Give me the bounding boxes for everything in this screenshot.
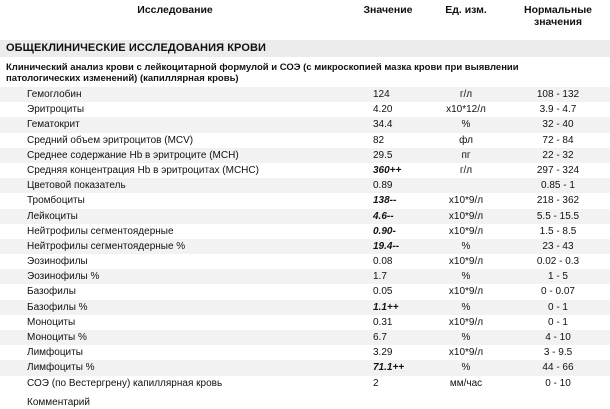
result-value: 29.5	[373, 149, 393, 161]
result-name: Средний объем эритроцитов (MCV)	[27, 134, 194, 146]
result-normal-range: 0 - 1	[547, 301, 568, 313]
result-normal-range: 23 - 43	[542, 240, 574, 252]
table-row	[0, 148, 610, 163]
table-row	[0, 376, 610, 391]
result-value: 1.7	[373, 271, 387, 283]
result-unit: x10*12/л	[446, 104, 486, 116]
result-normal-range: 72 - 84	[542, 134, 574, 146]
table-row	[0, 117, 610, 132]
result-name: Лимфоциты %	[27, 362, 95, 374]
result-unit: г/л	[459, 164, 473, 176]
comment-label: Комментарий	[27, 397, 90, 408]
result-unit: x10*9/л	[448, 316, 484, 328]
result-value: 82	[373, 134, 385, 146]
result-unit: %	[461, 332, 471, 343]
result-name: Средняя концентрация Hb в эритроцитах (MCHC)	[27, 164, 259, 176]
header-test: Исследование	[137, 4, 213, 16]
result-normal-range: 1.5 - 8.5	[539, 225, 577, 237]
result-value: 71.1++	[373, 362, 405, 374]
result-value: 4.6--	[373, 210, 394, 222]
result-name: Цветовой показатель	[27, 180, 126, 192]
result-normal-range: 0 - 0.07	[541, 286, 575, 298]
result-name: Эозинофилы %	[27, 271, 100, 283]
result-normal-range: 4 - 10	[545, 332, 571, 343]
result-value: 2	[373, 377, 379, 389]
table-row	[0, 254, 610, 269]
result-unit: пг	[461, 149, 471, 161]
result-value: 0.31	[373, 316, 393, 328]
result-unit: x10*9/л	[448, 256, 484, 268]
table-row	[0, 163, 610, 178]
result-unit: x10*9/л	[448, 225, 484, 237]
result-normal-range: 1 - 5	[547, 271, 568, 283]
result-name: Эритроциты	[27, 104, 85, 116]
test-panel-title-line1: Клинический анализ крови с лейкоцитарной формулой и СОЭ (с микроскопией мазка крови при выявлении	[6, 62, 519, 73]
result-unit: г/л	[459, 89, 473, 100]
result-normal-range: 3 - 9.5	[543, 347, 573, 359]
result-name: Лейкоциты	[27, 210, 78, 222]
result-unit: фл	[459, 134, 473, 146]
table-row	[0, 133, 610, 148]
result-name: Лимфоциты	[27, 347, 83, 359]
result-unit: %	[461, 362, 471, 374]
result-name: Эозинофилы	[27, 256, 88, 268]
result-name: Базофилы %	[27, 301, 88, 313]
result-value: 138--	[373, 195, 397, 207]
header-normal-line1: Нормальные	[523, 4, 592, 16]
result-value: 124	[373, 89, 390, 100]
result-normal-range: 5.5 - 15.5	[536, 210, 580, 222]
result-name: Нейтрофилы сегментоядерные	[27, 225, 174, 237]
result-name: Гематокрит	[27, 119, 80, 131]
result-normal-range: 108 - 132	[536, 89, 580, 100]
table-row	[0, 269, 610, 284]
result-value: 3.29	[373, 347, 393, 359]
table-row	[0, 209, 610, 224]
result-value: 19.4--	[373, 240, 400, 252]
table-row	[0, 178, 610, 193]
table-row	[0, 193, 610, 208]
result-name: Базофилы	[27, 286, 76, 298]
table-row	[0, 224, 610, 239]
result-unit: %	[461, 119, 471, 131]
result-normal-range: 3.9 - 4.7	[539, 104, 577, 116]
result-name: Гемоглобин	[27, 89, 82, 100]
result-name: Моноциты	[27, 316, 76, 328]
result-name: СОЭ (по Вестергрену) капиллярная кровь	[27, 377, 223, 389]
table-row	[0, 284, 610, 299]
result-normal-range: 0.02 - 0.3	[536, 256, 580, 268]
header-value: Значение	[363, 4, 413, 16]
result-value: 0.90-	[373, 225, 396, 237]
result-value: 1.1++	[373, 301, 399, 313]
header-unit: Ед. изм.	[445, 4, 487, 16]
result-normal-range: 22 - 32	[542, 149, 574, 161]
table-row	[0, 239, 610, 254]
header-normal-line2: значения	[534, 16, 582, 28]
result-name: Тромбоциты	[27, 195, 85, 207]
table-row	[0, 300, 610, 315]
result-value: 6.7	[373, 332, 387, 343]
result-name: Среднее содержание Hb в эритроците (MCH)	[27, 149, 239, 161]
result-value: 34.4	[373, 119, 393, 131]
results-table	[0, 87, 610, 391]
result-normal-range: 0 - 1	[547, 316, 568, 328]
result-unit: x10*9/л	[448, 195, 484, 207]
table-row	[0, 330, 610, 345]
result-name: Нейтрофилы сегментоядерные %	[27, 240, 186, 252]
result-unit: %	[461, 271, 471, 283]
result-normal-range: 218 - 362	[536, 195, 580, 207]
result-unit: мм/час	[449, 377, 483, 389]
result-unit: x10*9/л	[448, 210, 484, 222]
table-row	[0, 345, 610, 360]
result-value: 0.08	[373, 256, 393, 268]
table-row	[0, 315, 610, 330]
table-row	[0, 87, 610, 102]
result-value: 0.89	[373, 180, 393, 192]
result-unit: x10*9/л	[448, 286, 484, 298]
table-row	[0, 360, 610, 375]
result-normal-range: 297 - 324	[536, 164, 580, 176]
result-unit: %	[461, 240, 471, 252]
result-unit: x10*9/л	[448, 347, 484, 359]
result-unit: %	[461, 301, 471, 313]
result-normal-range: 32 - 40	[542, 119, 574, 131]
result-normal-range: 44 - 66	[542, 362, 574, 374]
table-row	[0, 102, 610, 117]
header-normal-values	[510, 4, 606, 28]
result-value: 4.20	[373, 104, 393, 116]
table-header	[0, 0, 610, 38]
result-name: Моноциты %	[27, 332, 87, 343]
result-normal-range: 0 - 10	[545, 377, 571, 389]
test-panel-title	[6, 62, 606, 84]
result-value: 0.05	[373, 286, 393, 298]
result-normal-range: 0.85 - 1	[541, 180, 575, 192]
result-value: 360++	[373, 164, 402, 176]
section-title: ОБЩЕКЛИНИЧЕСКИЕ ИССЛЕДОВАНИЯ КРОВИ	[0, 40, 610, 57]
test-panel-title-line2: патологических изменений) (капиллярная кровь)	[6, 73, 239, 84]
